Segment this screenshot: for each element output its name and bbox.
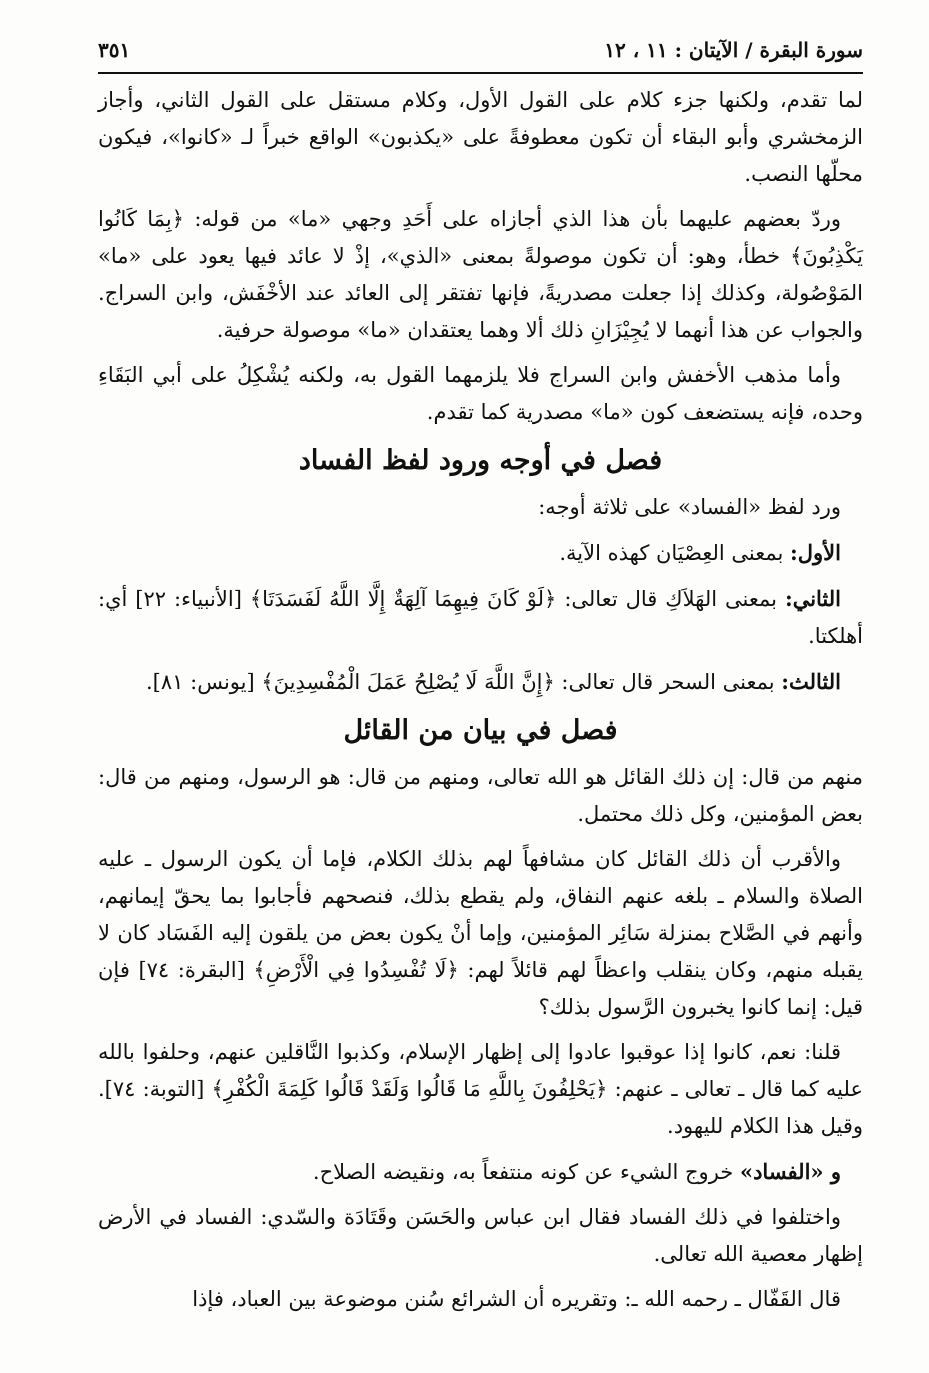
item-label: الثالث: <box>781 669 841 694</box>
item-text: بمعنى السحر قال تعالى: ﴿إِنَّ اللَّهَ لَا يُصْلِحُ عَمَلَ الْمُفْسِدِينَ﴾ [يونس: ٨١]. <box>146 670 782 694</box>
paragraph: لما تقدم، ولكنها جزء كلام على القول الأول، وكلام مستقل على القول الثاني، وأجاز الزمخشري وأبو البقاء أن تكون معطوفةً على «يكذبون» الواقع خبراً لـ «كانوا»، فيكون محلّها النصب. <box>98 88 863 186</box>
item-text: بمعنى الهَلاَكِ قال تعالى: ﴿لَوْ كَانَ فِيهِمَا آلِهَةٌ إِلَّا اللَّهُ لَفَسَدَتَا﴾ [الأنبياء: ٢٢] أي: أهلكتا. <box>98 587 863 648</box>
term-label: و «الفساد» <box>739 1159 841 1184</box>
running-header <box>98 28 863 74</box>
page-number: ٣٥١ <box>98 38 131 62</box>
term-text: خروج الشيء عن كونه منتفعاً به، ونقيضه الصلاح. <box>312 1160 740 1184</box>
paragraph: منهم من قال: إن ذلك القائل هو الله تعالى، ومنهم من قال: هو الرسول، ومنهم من قال: بعض المؤمنين، وكل ذلك محتمل. <box>98 765 863 826</box>
paragraph: والأقرب أن ذلك القائل كان مشافهاً لهم بذلك الكلام، فإما أن يكون الرسول ـ عليه الصلاة والسلام ـ بلغه عنهم النفاق، ولم يقطع بذلك، فنصحهم فأجابوا بما يحقّ إيمانهم، وأنهم في الصَّلاح بمنزلة سَائِر المؤمنين، وإما أنْ يكون بعض من يلقون إليه الفَسَاد كان لا يقبله منهم، وكان ينقلب واعظاً لهم قائلاً لهم: ﴿لَا تُفْسِدُوا فِي الْأَرْضِ﴾ [البقرة: ٧٤] فإن قيل: إنما كانوا يخبرون الرَّسول بذلك؟ <box>98 847 863 1019</box>
paragraph: واختلفوا في ذلك الفساد فقال ابن عباس والحَسَن وقَتَادَة والسّدي: الفساد في الأرض إظهار معصية الله تعالى. <box>98 1205 863 1266</box>
item-label: الثاني: <box>784 586 842 611</box>
paragraph: وردّ بعضهم عليهما بأن هذا الذي أجازاه على أَحَدِ وجهي «ما» من قوله: ﴿بِمَا كَانُوا يَكْذِبُونَ﴾ خطأ، وهو: أن تكون موصولةً بمعنى «الذي»، إذْ لا عائد فيها يعود على «ما» المَوْصُولة، وكذلك إذا جعلت مصدريةً، فإنها تفتقر إلى العائد عند الأخْفَش، وابن السراج. والجواب عن هذا أنهما لا يُجِيْزَانِ ذلك ألا وهما يعتقدان «ما» موصولة حرفية. <box>98 207 863 342</box>
paragraph <box>98 1153 863 1191</box>
page-body <box>98 82 863 1318</box>
paragraph: قلنا: نعم، كانوا إذا عوقبوا عادوا إلى إظهار الإسلام، وكذبوا النَّاقلين عنهم، وحلفوا بالله عليه كما قال ـ تعالى ـ عنهم: ﴿يَحْلِفُونَ بِاللَّهِ مَا قَالُوا وَلَقَدْ قَالُوا كَلِمَةَ الْكُفْرِ﴾ [التوبة: ٧٤]. وقيل هذا الكلام لليهود. <box>98 1040 863 1138</box>
list-item <box>98 663 863 701</box>
item-text: بمعنى العِصْيَان كهذه الآية. <box>559 541 791 565</box>
surah-heading: سورة البقرة / الآيتان : ١١ ، ١٢ <box>604 38 863 62</box>
paragraph: ورد لفظ «الفساد» على ثلاثة أوجه: <box>538 495 841 519</box>
paragraph: قال القَفّال ـ رحمه الله ـ: وتقريره أن الشرائع سُنن موضوعة بين العباد، فإذا <box>192 1287 841 1311</box>
list-item <box>98 580 863 655</box>
paragraph: وأما مذهب الأخفش وابن السراج فلا يلزمهما القول به، ولكنه يُشْكِلُ على أبي البَقَاءِ وحده، فإنه يستضعف كون «ما» مصدرية كما تقدم. <box>98 363 863 424</box>
item-label: الأول: <box>790 540 841 565</box>
section-title-fasad: فصل في أوجه ورود لفظ الفساد <box>298 445 663 476</box>
list-item <box>98 534 863 572</box>
section-title-speaker: فصل في بيان من القائل <box>343 715 618 746</box>
